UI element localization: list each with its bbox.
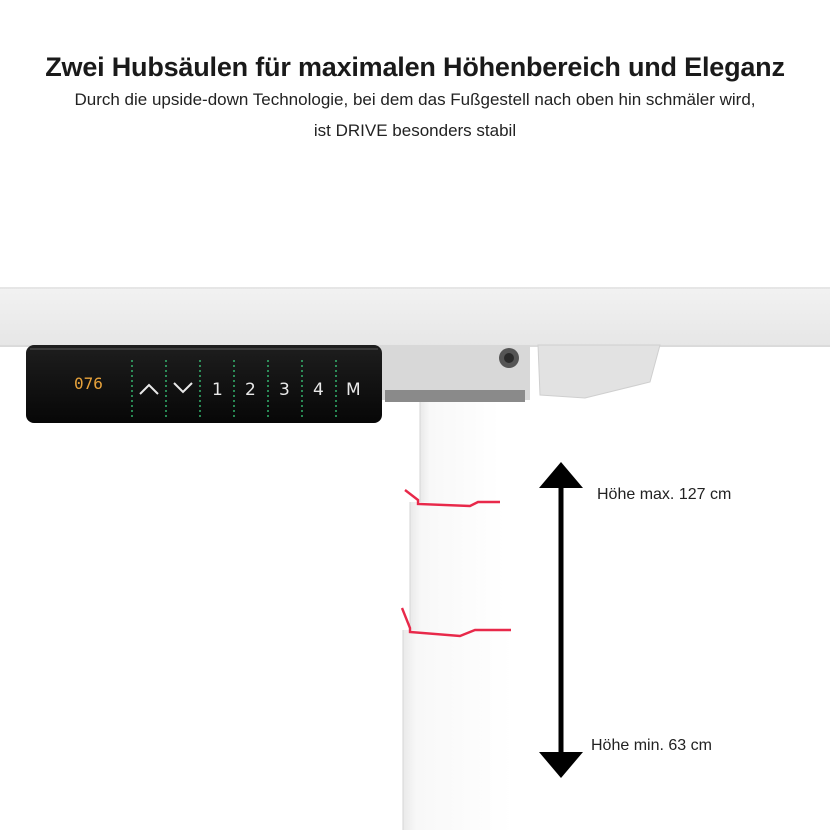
height-range-arrow — [539, 462, 583, 778]
desk-top — [0, 287, 830, 347]
column-middle — [410, 502, 505, 630]
height-display: 076 — [74, 374, 103, 393]
preset-3-button[interactable]: 3 — [279, 380, 290, 400]
column-upper — [420, 402, 500, 502]
min-height-label: Höhe min. 63 cm — [591, 737, 712, 754]
max-height-label: Höhe max. 127 cm — [597, 486, 732, 503]
memory-button[interactable]: M — [346, 380, 361, 400]
frame-bracket — [538, 345, 660, 398]
column-lower — [403, 630, 513, 830]
preset-2-button[interactable]: 2 — [245, 380, 256, 400]
subtitle-line-2: ist DRIVE besonders stabil — [313, 121, 517, 140]
headline: Zwei Hubsäulen für maximalen Höhenbereich und Eleganz — [45, 52, 785, 82]
subtitle-line-1: Durch die upside-down Technologie, bei dem das Fußgestell nach oben hin schmäler wird, — [74, 90, 756, 109]
preset-1-button[interactable]: 1 — [212, 380, 223, 400]
preset-4-button[interactable]: 4 — [313, 380, 324, 400]
